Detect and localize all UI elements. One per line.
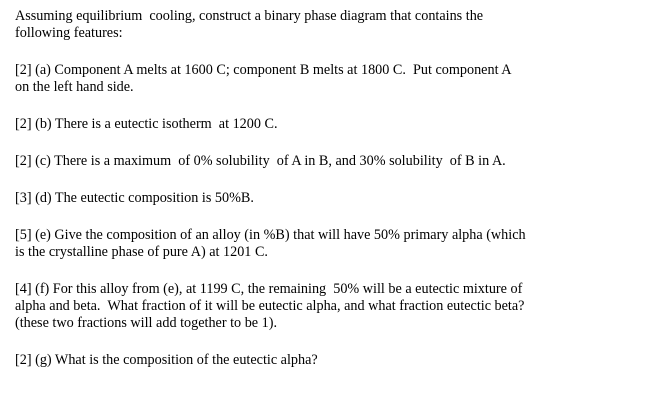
question-d (15, 190, 645, 207)
question-b (15, 116, 645, 133)
question-a-line-2: on the left hand side. (15, 79, 134, 95)
question-c (15, 153, 645, 170)
question-g (15, 352, 645, 369)
question-e (15, 227, 645, 261)
question-f-line-2: alpha and beta. What fraction of it will be eutectic alpha, and what fraction eutectic beta? (15, 298, 525, 314)
intro-line-1: Assuming equilibrium cooling, construct a binary phase diagram that contains the (15, 8, 484, 24)
intro-paragraph (15, 8, 645, 42)
question-c-text: [2] (c) There is a maximum of 0% solubility of A in B, and 30% solubility of B in A. (15, 153, 506, 169)
question-d-text: [3] (d) The eutectic composition is 50%B. (15, 190, 254, 206)
question-e-line-1: [5] (e) Give the composition of an alloy (in %B) that will have 50% primary alpha (which (15, 227, 526, 243)
question-a-line-1: [2] (a) Component A melts at 1600 C; component B melts at 1800 C. Put component A (15, 62, 512, 78)
intro-line-2: following features: (15, 25, 123, 41)
question-f (15, 281, 645, 332)
question-g-text: [2] (g) What is the composition of the eutectic alpha? (15, 352, 318, 368)
question-f-line-3: (these two fractions will add together to be 1). (15, 315, 277, 331)
question-b-text: [2] (b) There is a eutectic isotherm at 1200 C. (15, 116, 278, 132)
question-e-line-2: is the crystalline phase of pure A) at 1201 C. (15, 244, 268, 260)
document-body (15, 8, 645, 369)
question-f-line-1: [4] (f) For this alloy from (e), at 1199 C, the remaining 50% will be a eutectic mixture of (15, 281, 523, 297)
question-a (15, 62, 645, 96)
